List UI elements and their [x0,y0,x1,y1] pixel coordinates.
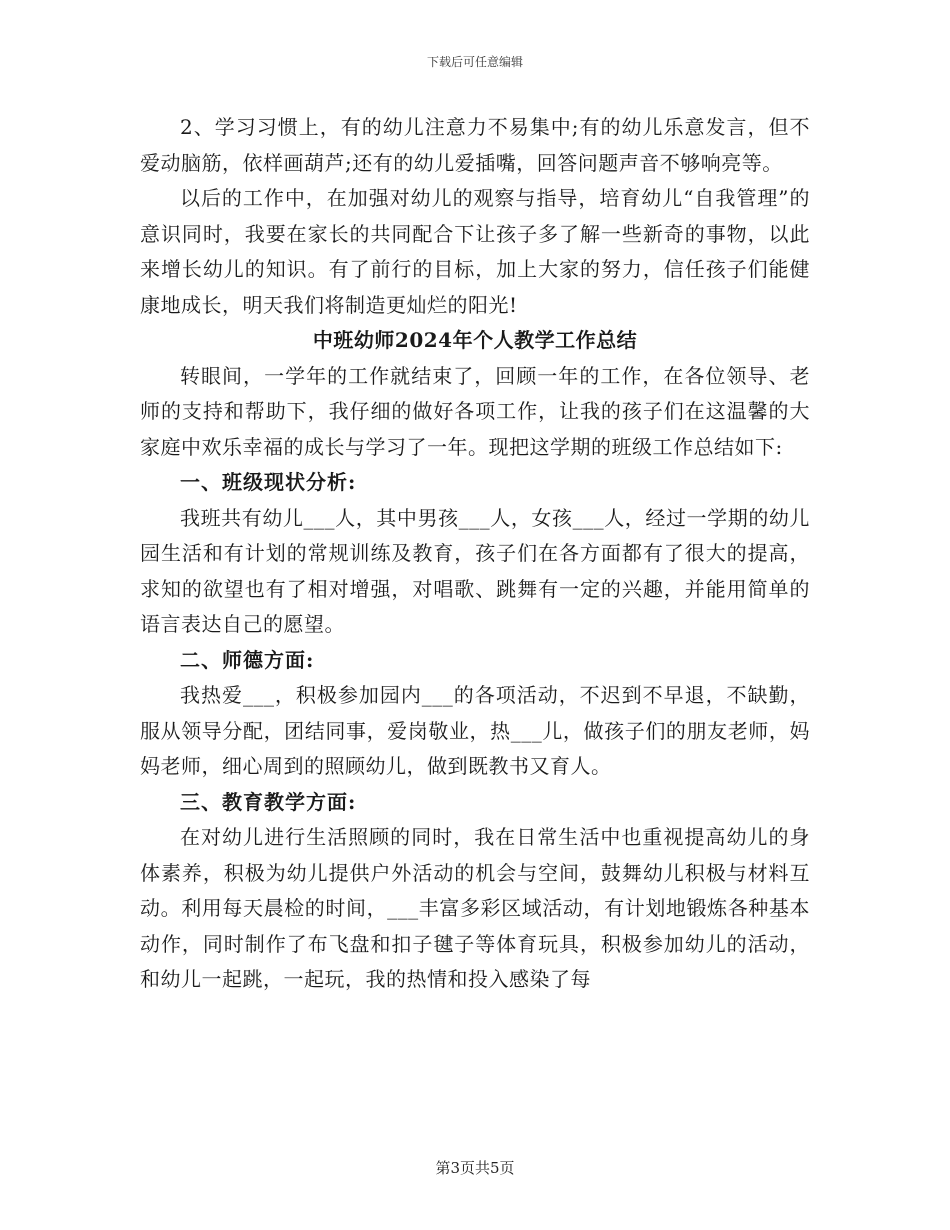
paragraph-future-work: 以后的工作中，在加强对幼儿的观察与指导，培育幼儿“自我管理”的意识同时，我要在家长的共同配合下让孩子多了解一些新奇的事物，以此来增长幼儿的知识。有了前行的目标，加上大家的努力，信任孩子们能健康地成长，明天我们将制造更灿烂的阳光! [140,186,810,317]
paragraph-education: 在对幼儿进行生活照顾的同时，我在日常生活中也重视提高幼儿的身体素养，积极为幼儿提供户外活动的机会与空间，鼓舞幼儿积极与材料互动。利用每天晨检的时间，___丰富多彩区域活动，有计划地锻炼各种基本动作，同时制作了布飞盘和扣子毽子等体育玩具，积极参加幼儿的活动，和幼儿一起跳，一起玩，我的热情和投入感染了每 [140,825,810,991]
page-header-note: 下载后可任意编辑 [426,55,523,69]
section-heading-class-status: 一、班级现状分析: [180,470,357,494]
paragraph-intro: 转眼间，一学年的工作就结束了，回顾一年的工作，在各位领导、老师的支持和帮助下，我仔细的做好各项工作，让我的孩子们在这温馨的大家庭中欢乐幸福的成长与学习了一年。现把这学期的班级工作总结如下: [140,363,810,459]
section-heading-teacher-ethics: 二、师德方面: [180,647,315,672]
document-title: 中班幼师2024年个人教学工作总结 [312,328,638,352]
paragraph-teacher-ethics: 我热爱___，积极参加园内___的各项活动，不迟到不早退，不缺勤，服从领导分配，团结同事，爱岗敬业，热___儿，做孩子们的朋友老师，妈妈老师，细心周到的照顾幼儿，做到既教书又育人。 [140,683,810,778]
document-body [140,110,810,998]
paragraph-learning-habits: 2、学习习惯上，有的幼儿注意力不易集中;有的幼儿乐意发言，但不爱动脑筋，依样画葫芦;还有的幼儿爱插嘴，回答问题声音不够响亮等。 [140,115,810,175]
paragraph-class-status: 我班共有幼儿___人，其中男孩___人，女孩___人，经过一学期的幼儿园生活和有计划的常规训练及教育，孩子们在各方面都有了很大的提高，求知的欲望也有了相对增强，对唱歌、跳舞有一定的兴趣，并能用简单的语言表达自己的愿望。 [140,505,810,636]
section-heading-education: 三、教育教学方面: [180,789,357,814]
page-number: 第3页共5页 [435,1159,515,1177]
